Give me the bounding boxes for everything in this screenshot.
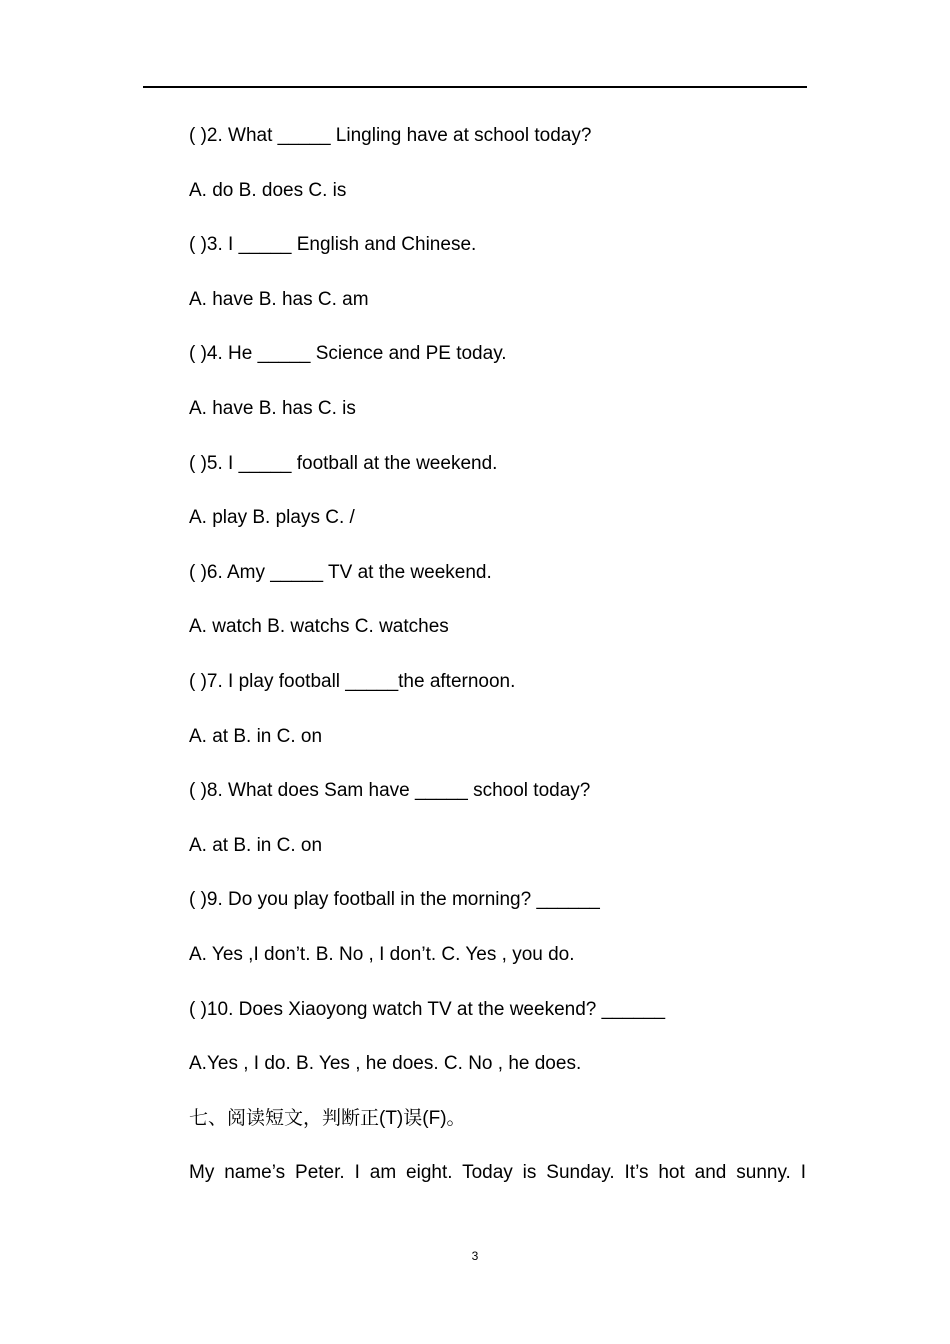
options-6: A. watch B. watchs C. watches xyxy=(189,616,449,638)
question-10: ( )10. Does Xiaoyong watch TV at the weekend? ______ xyxy=(189,998,666,1020)
question-6: ( )6. Amy _____ TV at the weekend. xyxy=(189,561,492,583)
header-rule xyxy=(143,86,807,88)
page-number: 3 xyxy=(471,1249,479,1263)
options-4: A. have B. has C. is xyxy=(189,397,356,419)
options-9: A. Yes ,I don’t. B. No , I don’t. C. Yes , you do. xyxy=(189,943,575,965)
reading-passage: My name’s Peter. I am eight. Today is Sunday. It’s hot and sunny. I xyxy=(189,1162,806,1184)
question-4: ( )4. He _____ Science and PE today. xyxy=(189,343,507,365)
options-2: A. do B. does C. is xyxy=(189,179,347,201)
question-9: ( )9. Do you play football in the morning? ______ xyxy=(189,889,600,911)
document-body xyxy=(189,124,806,1216)
options-10: A.Yes , I do. B. Yes , he does. C. No , he does. xyxy=(189,1053,582,1075)
options-8: A. at B. in C. on xyxy=(189,834,323,856)
options-3: A. have B. has C. am xyxy=(189,288,369,310)
options-7: A. at B. in C. on xyxy=(189,725,323,747)
question-7: ( )7. I play football _____the afternoon. xyxy=(189,670,516,692)
section-heading: 七、阅读短文，判断正(T)误(F)。 xyxy=(189,1107,466,1129)
question-5: ( )5. I _____ football at the weekend. xyxy=(189,452,498,474)
question-3: ( )3. I _____ English and Chinese. xyxy=(189,234,477,256)
options-5: A. play B. plays C. / xyxy=(189,507,355,529)
question-8: ( )8. What does Sam have _____ school today? xyxy=(189,780,591,802)
question-2: ( )2. What _____ Lingling have at school today? xyxy=(189,125,592,146)
